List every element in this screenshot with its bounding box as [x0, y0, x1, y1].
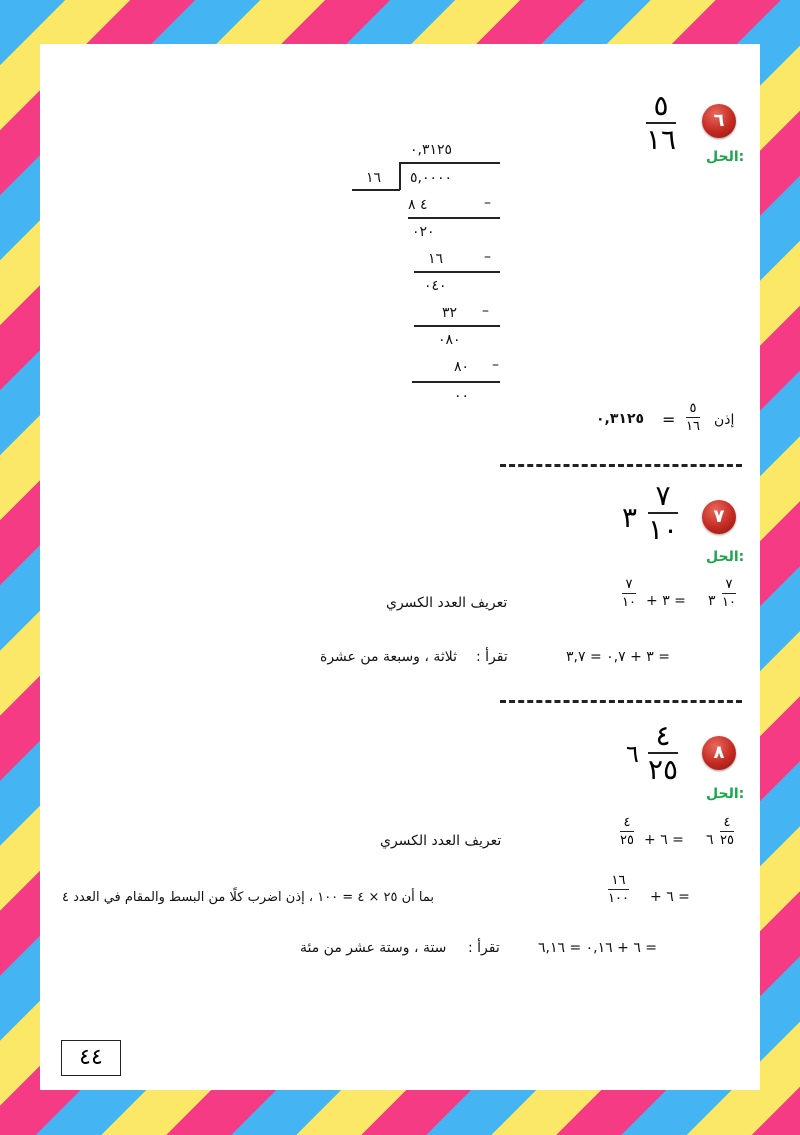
fraction	[622, 578, 636, 609]
denominator: ١٠٠	[608, 891, 629, 906]
denominator: ١٠	[622, 595, 636, 610]
fraction-bar	[608, 889, 629, 890]
read-as-label: تقرأ :	[476, 649, 508, 665]
conclusion-fraction	[686, 402, 700, 433]
division-top-line	[400, 162, 500, 164]
numerator: ٤	[655, 719, 671, 752]
mixed-whole: ٦	[706, 832, 714, 848]
denominator: ١٦	[646, 123, 677, 156]
math-expression: = ٦ +	[644, 832, 684, 848]
denominator: ١٠	[648, 513, 679, 546]
division-rule	[414, 271, 500, 273]
fraction-bar	[622, 593, 636, 594]
division-rule	[414, 325, 500, 327]
problem-fraction	[648, 719, 679, 786]
math-expression: = ٦ + ٠,١٦ = ٦,١٦	[538, 940, 658, 956]
minus-sign: –	[484, 195, 497, 211]
math-expression: = ٦ +	[650, 889, 690, 905]
worksheet-page	[40, 44, 760, 1090]
mixed-fraction	[722, 578, 736, 609]
mixed-whole-number: ٦	[626, 740, 639, 768]
math-expression: = ٣ +	[646, 593, 686, 609]
numerator: ٧	[625, 577, 633, 592]
division-step: ٠٢٠	[412, 224, 435, 240]
denominator: ٢٥	[620, 833, 634, 848]
conclusion-word: إذن	[714, 412, 735, 428]
section-separator	[500, 700, 742, 703]
explanation-note: تعريف العدد الكسري	[380, 833, 502, 849]
division-step: ٣٢	[442, 305, 458, 321]
read-as-text: ثلاثة ، وسبعة من عشرة	[320, 649, 458, 665]
denominator: ١٠	[722, 595, 736, 610]
problem-number-badge: ٦	[702, 104, 736, 138]
division-step: ٨٠	[454, 359, 470, 375]
numerator: ٧	[655, 479, 671, 512]
page-number: ٤٤	[61, 1040, 121, 1076]
fraction	[608, 874, 629, 905]
denominator: ١٦	[686, 419, 700, 434]
numerator: ٥	[653, 89, 669, 122]
division-step: ٠٤٠	[424, 278, 447, 294]
read-as-label: تقرأ :	[468, 940, 500, 956]
fraction-bar	[720, 831, 734, 832]
minus-sign: –	[484, 249, 497, 265]
mixed-whole-number: ٣	[622, 501, 638, 534]
mixed-whole: ٣	[708, 593, 716, 609]
read-as-text: ستة ، وستة عشر من مئة	[300, 940, 447, 956]
problem-number-badge: ٨	[702, 736, 736, 770]
division-rule	[412, 381, 500, 383]
conclusion-result: ٠,٣١٢٥	[596, 411, 645, 427]
solution-label: الحل:	[706, 786, 745, 802]
fraction	[620, 816, 634, 847]
division-quotient: ٠,٣١٢٥	[410, 142, 453, 158]
division-step: ٤ ٨	[408, 197, 428, 213]
problem-number-badge: ٧	[702, 500, 736, 534]
numerator: ١٦	[611, 873, 626, 888]
numerator: ٤	[623, 815, 631, 830]
fraction-bar	[620, 831, 634, 832]
math-expression: = ٣ + ٠,٧ = ٣,٧	[566, 649, 670, 665]
solution-label: الحل:	[706, 149, 745, 165]
problem-fraction	[648, 479, 679, 546]
divisor-underline	[352, 189, 400, 191]
division-dividend: ٥,٠٠٠٠	[410, 170, 453, 186]
division-rule	[408, 217, 500, 219]
section-separator	[500, 464, 742, 467]
problem-fraction	[646, 89, 677, 156]
equals-sign: =	[662, 410, 676, 429]
numerator: ٤	[723, 815, 731, 830]
numerator: ٥	[689, 401, 697, 416]
solution-label: الحل:	[706, 549, 745, 565]
fraction-bar	[686, 417, 700, 418]
mixed-fraction	[720, 816, 734, 847]
division-step: ٠٠	[454, 388, 470, 404]
division-divisor: ١٦	[366, 170, 382, 186]
numerator: ٧	[725, 577, 733, 592]
denominator: ٢٥	[648, 753, 679, 786]
division-bracket	[399, 162, 401, 190]
denominator: ٢٥	[720, 833, 734, 848]
division-step: ١٦	[428, 251, 444, 267]
division-step: ٠٨٠	[438, 332, 461, 348]
explanation-note: تعريف العدد الكسري	[386, 595, 508, 611]
minus-sign: –	[492, 357, 505, 373]
fraction-bar	[722, 593, 736, 594]
explanation-note: بما أن ٢٥ × ٤ = ١٠٠ ، إذن اضرب كلًا من البسط والمقام في العدد ٤	[62, 890, 434, 905]
minus-sign: –	[482, 303, 495, 319]
